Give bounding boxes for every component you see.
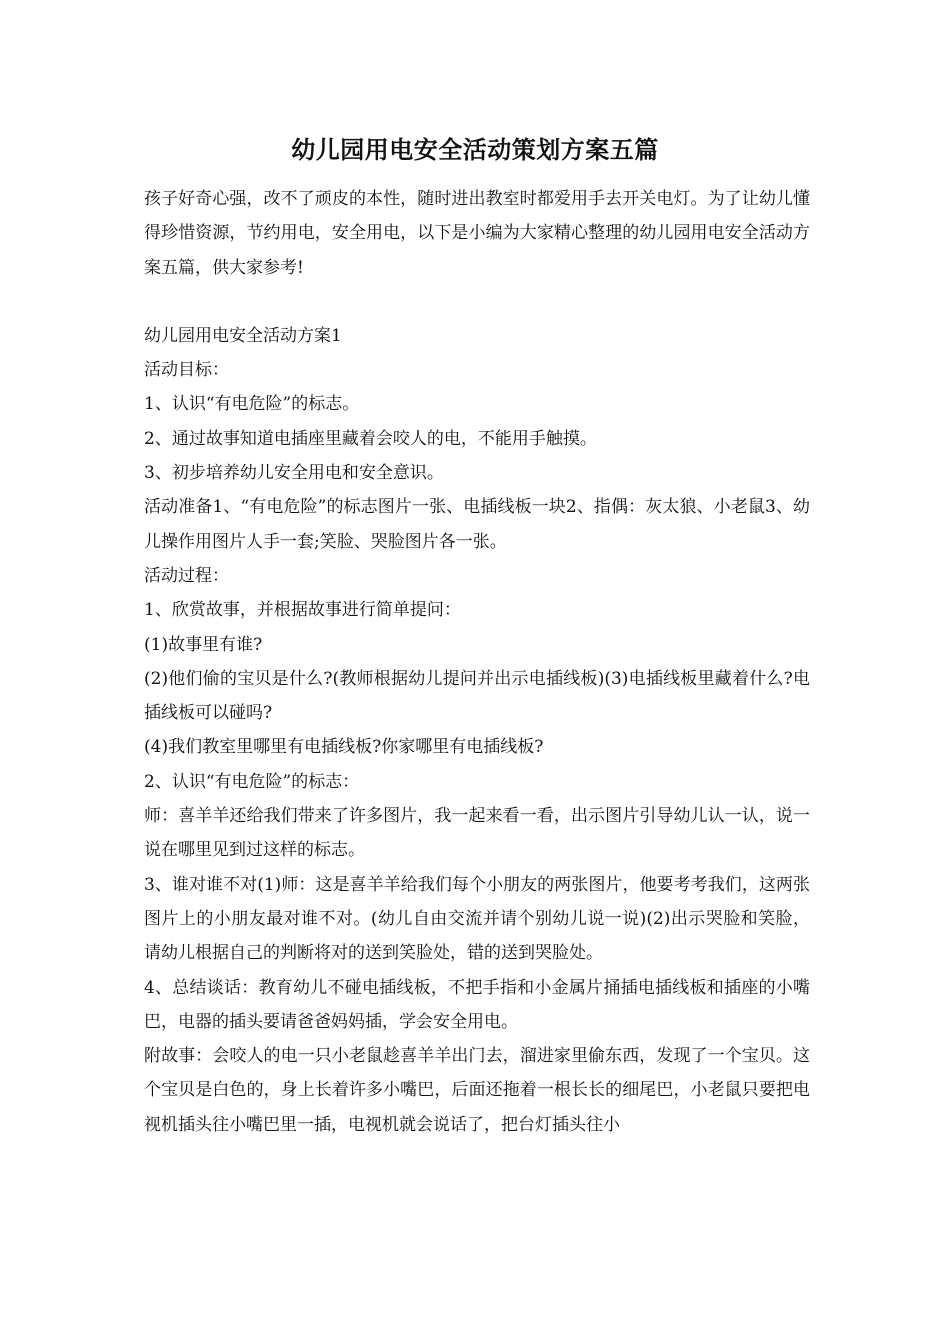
text-line: 1、欣赏故事，并根据故事进行简单提问：: [144, 600, 461, 621]
text-paragraph: 3、谁对谁不对(1)师：这是喜羊羊给我们每个小朋友的两张图片，他要考考我们，这两张图片上的小朋友最对谁不对。(幼儿自由交流并请个别幼儿说一说)(2)出示哭脸和笑脸，请幼儿根据自己的判断将对的送到笑脸处，错的送到哭脸处。: [144, 874, 810, 964]
text-paragraph: 师：喜羊羊还给我们带来了许多图片，我一起来看一看，出示图片引导幼儿认一认，说一说在哪里见到过这样的标志。: [144, 806, 810, 861]
text-line: (1)故事里有谁?: [144, 634, 263, 655]
text-line: 活动过程：: [144, 565, 229, 586]
section-heading: 幼儿园用电安全活动方案1: [144, 325, 342, 346]
text-line: 3、初步培养幼儿安全用电和安全意识。: [144, 463, 444, 484]
text-line: (4)我们教室里哪里有电插线板?你家哪里有电插线板?: [144, 737, 544, 758]
text-paragraph: (2)他们偷的宝贝是什么?(教师根据幼儿提问并出示电插线板)(3)电插线板里藏着什么?电插线板可以碰吗?: [144, 668, 810, 724]
document-body: [144, 182, 810, 1142]
text-paragraph: 活动准备1、“有电危险”的标志图片一张、电插线板一块2、指偶：灰太狼、小老鼠3、幼儿操作用图片人手一套;笑脸、哭脸图片各一张。: [144, 497, 810, 552]
document-title: 幼儿园用电安全活动策划方案五篇: [291, 135, 659, 164]
intro-paragraph: 孩子好奇心强，改不了顽皮的本性，随时进出教室时都爱用手去开关电灯。为了让幼儿懂得珍惜资源，节约用电，安全用电，以下是小编为大家精心整理的幼儿园用电安全活动方案五篇，供大家参考!: [144, 189, 810, 278]
text-line: 2、认识“有电危险”的标志：: [144, 771, 360, 792]
text-paragraph: 附故事：会咬人的电一只小老鼠趁喜羊羊出门去，溜进家里偷东西，发现了一个宝贝。这个宝贝是白色的，身上长着许多小嘴巴，后面还拖着一根长长的细尾巴，小老鼠只要把电视机插头往小嘴巴里一插，电视机就会说话了，把台灯插头往小: [144, 1046, 810, 1135]
paragraph-gap: [144, 285, 810, 319]
text-paragraph: 4、总结谈话：教育幼儿不碰电插线板，不把手指和小金属片捅插电插线板和插座的小嘴巴，电器的插头要请爸爸妈妈插，学会安全用电。: [144, 977, 810, 1032]
text-line: 活动目标：: [144, 360, 229, 381]
text-line: 2、通过故事知道电插座里藏着会咬人的电，不能用手触摸。: [144, 428, 597, 449]
text-line: 1、认识“有电危险”的标志。: [144, 394, 360, 415]
